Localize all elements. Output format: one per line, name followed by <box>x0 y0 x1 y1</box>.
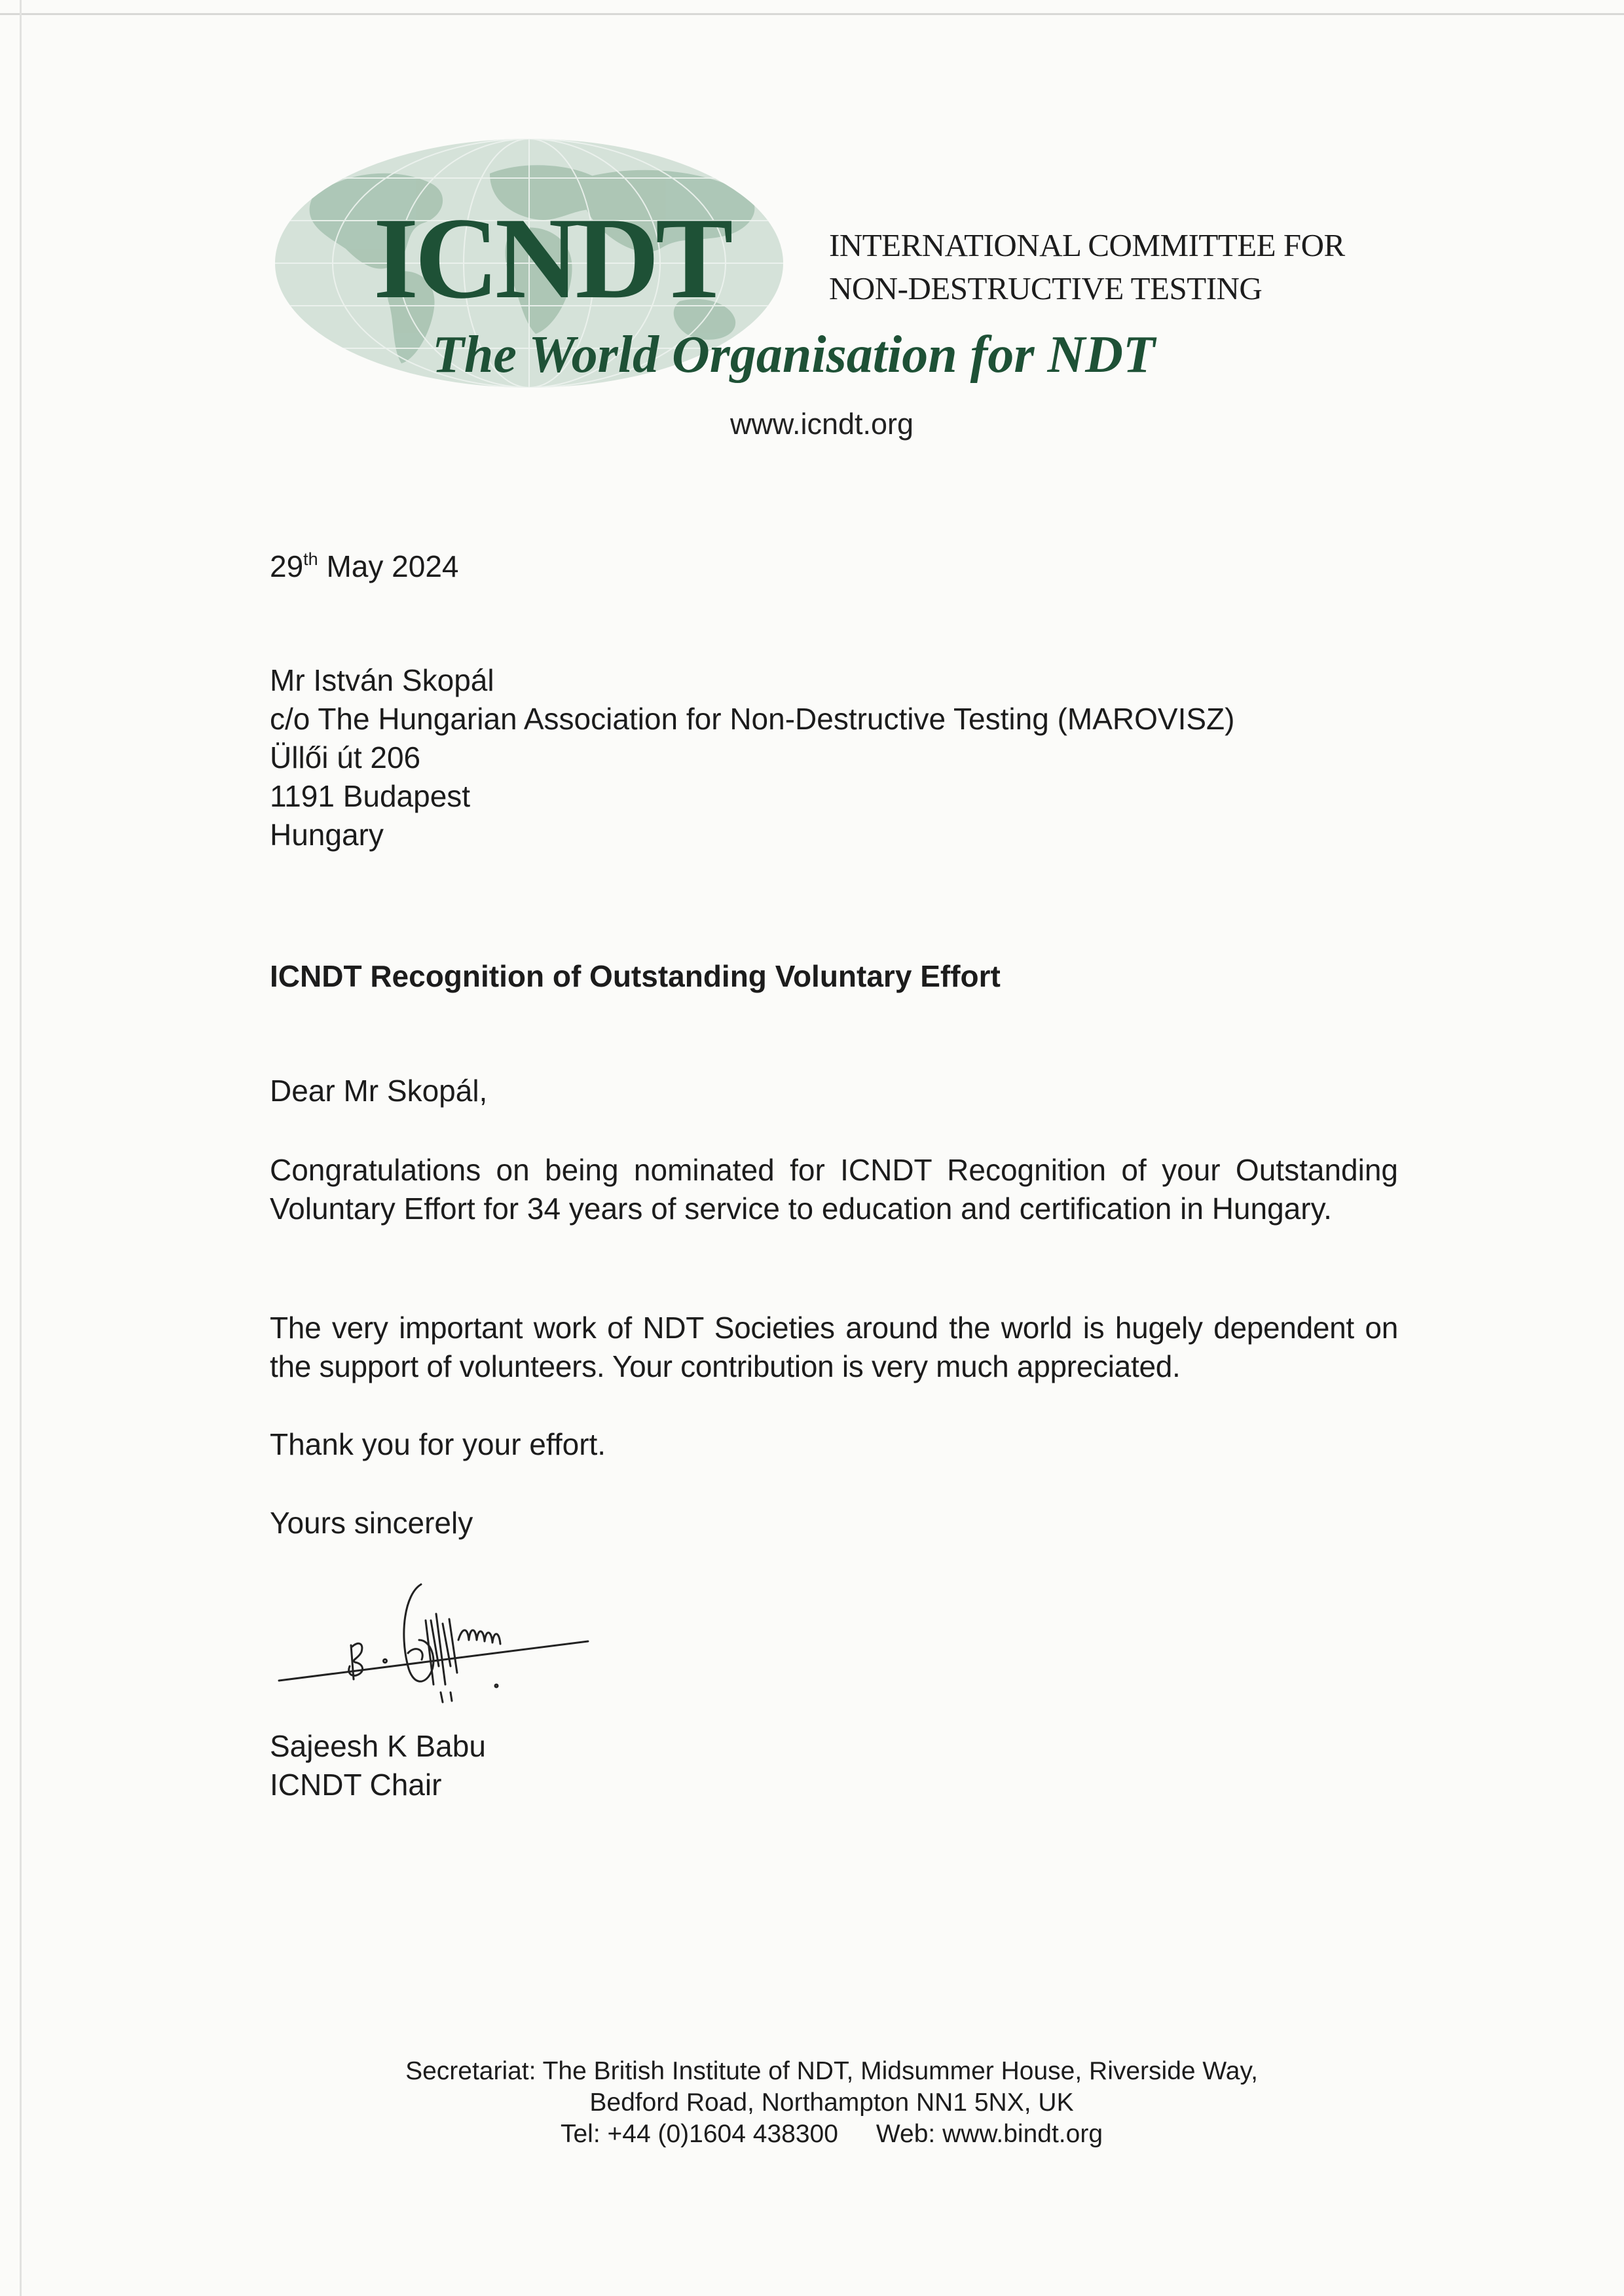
handwritten-signature <box>274 1568 595 1705</box>
secretariat-footer <box>0 2056 1624 2150</box>
scan-edge-top <box>0 13 1624 15</box>
signer-name: Sajeesh K Babu <box>270 1729 486 1763</box>
address-line: 1191 Budapest <box>270 779 471 813</box>
closing: Yours sincerely <box>270 1506 473 1540</box>
footer-telephone: Tel: +44 (0)1604 438300 <box>560 2120 838 2148</box>
body-paragraph: The very important work of NDT Societies around the world is hugely dependent on the support of volunteers. Your contribution is very much appreciated. <box>270 1311 1398 1383</box>
address-line: Hungary <box>270 818 384 852</box>
body-paragraph: Congratulations on being nominated for ICNDT Recognition of your Outstanding Voluntary Effort for 34 years of service to education and certification in Hungary. <box>270 1153 1398 1226</box>
organisation-name-line1: INTERNATIONAL COMMITTEE FOR <box>829 227 1345 263</box>
recipient-address <box>270 661 1398 854</box>
date-month-year: May 2024 <box>318 549 459 583</box>
organisation-name <box>829 224 1345 310</box>
body-paragraph: Thank you for your effort. <box>270 1427 606 1461</box>
address-line: Üllői út 206 <box>270 740 421 774</box>
footer-website[interactable]: Web: www.bindt.org <box>876 2120 1103 2148</box>
signer-block <box>270 1727 1398 1804</box>
scan-edge-left <box>20 0 22 2296</box>
date-ordinal-suffix: th <box>303 549 318 569</box>
address-line: c/o The Hungarian Association for Non-Destructive Testing (MAROVISZ) <box>270 702 1235 736</box>
salutation: Dear Mr Skopál, <box>270 1074 488 1108</box>
address-line: Mr István Skopál <box>270 663 494 697</box>
website-link[interactable]: www.icndt.org <box>729 407 914 441</box>
organisation-name-line2: NON-DESTRUCTIVE TESTING <box>829 270 1263 306</box>
letter-date <box>270 547 1398 586</box>
footer-contact-line <box>0 2119 1624 2150</box>
footer-address-line1: Secretariat: The British Institute of NDT, Midsummer House, Riverside Way, <box>405 2057 1258 2085</box>
footer-address-line2: Bedford Road, Northampton NN1 5NX, UK <box>589 2088 1074 2117</box>
date-day: 29 <box>270 549 304 583</box>
tagline: The World Organisation for NDT <box>432 326 1155 384</box>
logo-wordmark: ICNDT <box>373 193 729 323</box>
letter-subject: ICNDT Recognition of Outstanding Voluntary Effort <box>270 959 1001 993</box>
signer-title: ICNDT Chair <box>270 1768 442 1802</box>
